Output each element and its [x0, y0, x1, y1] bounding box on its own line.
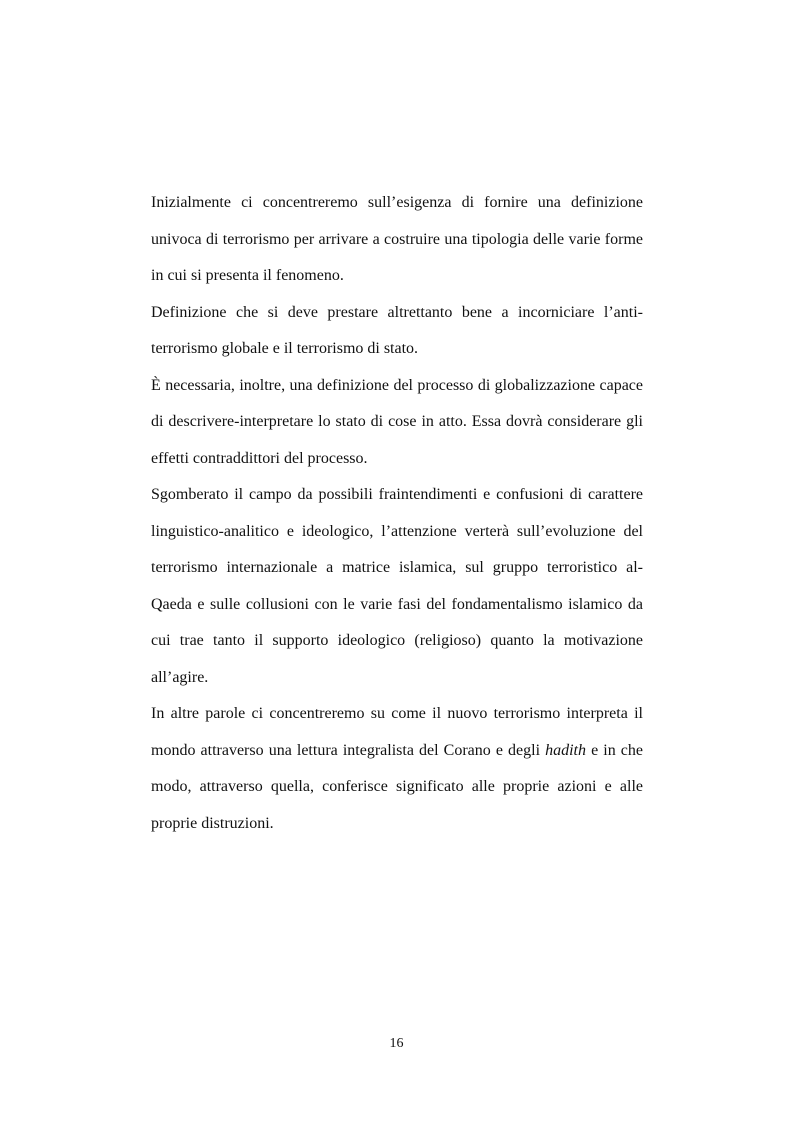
text-line: Qaeda e sulle collusioni con le varie fasi del fondamentalismo islamico da	[151, 595, 643, 613]
text-line: proprie distruzioni.	[151, 814, 274, 832]
text-line: univoca di terrorismo per arrivare a costruire una tipologia delle varie forme	[151, 230, 643, 248]
text-line: terrorismo globale e il terrorismo di stato.	[151, 340, 419, 357]
text-line: cui trae tanto il supporto ideologico (religioso) quanto la motivazione	[151, 632, 643, 649]
text-line: modo, attraverso quella, conferisce significato alle proprie azioni e alle	[151, 778, 643, 795]
text-line: di descrivere-interpretare lo stato di cose in atto. Essa dovrà considerare gli	[151, 413, 643, 430]
text-segment: mondo attraverso una lettura integralista del Corano e degli	[151, 741, 546, 759]
body-text	[151, 185, 643, 842]
text-line: Sgomberato il campo da possibili fraintendimenti e confusioni di carattere	[151, 486, 643, 503]
text-line: È necessaria, inoltre, una definizione del processo di globalizzazione capace	[151, 376, 643, 394]
italic-term: hadith	[545, 741, 586, 759]
text-line: Definizione che si deve prestare altrettanto bene a incorniciare l’anti-	[151, 303, 643, 321]
text-line: Inizialmente ci concentreremo sull’esigenza di fornire una definizione	[151, 194, 643, 211]
text-line	[151, 733, 643, 770]
text-line: all’agire.	[151, 668, 209, 686]
text-line: In altre parole ci concentreremo su come il nuovo terrorismo interpreta il	[151, 705, 643, 722]
text-line: linguistico-analitico e ideologico, l’attenzione verterà sull’evoluzione del	[151, 522, 643, 540]
text-line: terrorismo internazionale a matrice islamica, sul gruppo terroristico al-	[151, 559, 643, 576]
text-line: in cui si presenta il fenomeno.	[151, 267, 344, 284]
text-line: effetti contraddittori del processo.	[151, 449, 368, 467]
text-segment: e in che	[585, 741, 643, 759]
page-number: 16	[389, 1036, 404, 1051]
